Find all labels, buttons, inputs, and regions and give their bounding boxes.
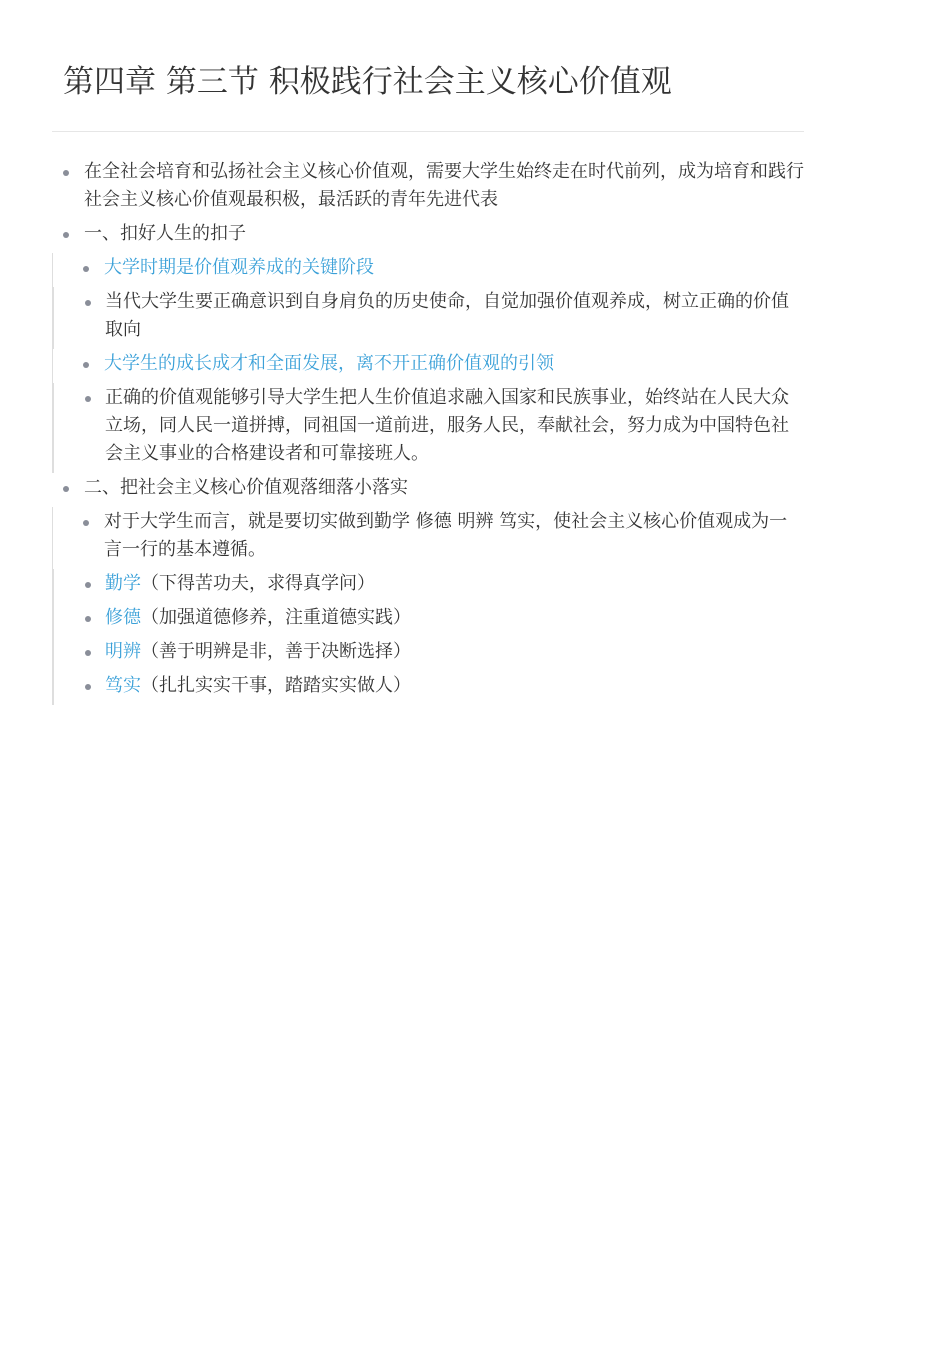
virtue-term-link[interactable]: 笃实 <box>105 675 141 696</box>
section-1-item-1-sublist <box>53 287 804 349</box>
virtue-term-link[interactable]: 修德 <box>105 607 141 628</box>
virtue-description: （善于明辨是非，善于决断选择） <box>141 641 411 662</box>
section-1-item-2-link[interactable]: 大学生的成长成才和全面发展，离不开正确价值观的引领 <box>104 353 554 374</box>
section-2-heading: 二、把社会主义核心价值观落细落小落实 <box>84 477 408 498</box>
bullet-dot <box>85 300 91 306</box>
bullet-dot <box>63 232 69 238</box>
statement-text: 对于大学生而言，就是要切实做到勤学 修德 明辨 笃实，使社会主义核心价值观成为一言一行的基本遵循。 <box>104 511 788 560</box>
section-2-list <box>52 507 804 705</box>
bullet-dot <box>85 582 91 588</box>
page-title: 第四章 第三节 积极践行社会主义核心价值观 <box>63 64 672 100</box>
outline-item-section-1 <box>52 219 804 473</box>
section-1-item-1 <box>53 253 804 349</box>
virtue-item <box>54 671 804 705</box>
intro-text: 在全社会培育和弘扬社会主义核心价值观，需要大学生始终走在时代前列，成为培育和践行社会主义核心价值观最积极，最活跃的青年先进代表 <box>84 161 804 210</box>
bullet-dot <box>63 486 69 492</box>
section-1-item-1-detail <box>54 287 804 349</box>
outline <box>52 157 804 705</box>
section-1-item-1-link[interactable]: 大学时期是价值观养成的关键阶段 <box>104 257 374 278</box>
virtue-item <box>54 603 804 637</box>
bullet-dot <box>63 170 69 176</box>
detail-text: 当代大学生要正确意识到自身肩负的历史使命，自觉加强价值观养成，树立正确的价值取向 <box>105 291 789 340</box>
bullet-dot <box>85 616 91 622</box>
section-1-item-2-detail <box>54 383 804 473</box>
virtue-item <box>54 637 804 671</box>
bullet-dot <box>85 650 91 656</box>
section-2-statement <box>53 507 804 705</box>
section-1-item-2-sublist <box>53 383 804 473</box>
virtue-description: （加强道德修养，注重道德实践） <box>141 607 411 628</box>
virtue-term-link[interactable]: 明辨 <box>105 641 141 662</box>
title-divider <box>52 131 804 132</box>
virtue-term-link[interactable]: 勤学 <box>105 573 141 594</box>
bullet-dot <box>83 362 89 368</box>
bullet-dot <box>85 396 91 402</box>
section-1-list <box>52 253 804 473</box>
outline-root-list <box>52 157 804 705</box>
virtue-description: （扎扎实实干事，踏踏实实做人） <box>141 675 411 696</box>
virtues-list <box>53 569 804 705</box>
outline-item-intro <box>52 157 804 219</box>
bullet-dot <box>83 520 89 526</box>
virtue-item <box>54 569 804 603</box>
detail-text: 正确的价值观能够引导大学生把人生价值追求融入国家和民族事业，始终站在人民大众立场，同人民一道拼搏，同祖国一道前进，服务人民，奉献社会，努力成为中国特色社会主义事业的合格建设者和可靠接班人。 <box>105 387 789 464</box>
virtue-description: （下得苦功夫，求得真学问） <box>141 573 375 594</box>
section-1-item-2 <box>53 349 804 473</box>
bullet-dot <box>85 684 91 690</box>
outline-item-section-2 <box>52 473 804 705</box>
bullet-dot <box>83 266 89 272</box>
section-1-heading: 一、扣好人生的扣子 <box>84 223 246 244</box>
